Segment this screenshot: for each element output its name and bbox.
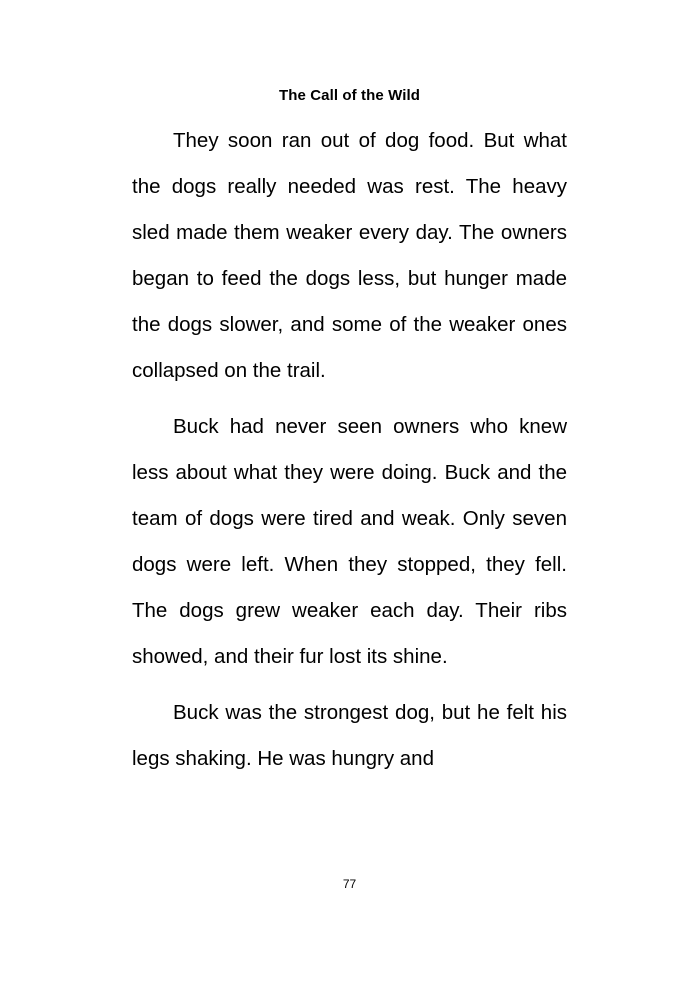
paragraph: Buck had never seen owners who knew less about what they were doing. Buck and the team of dogs were tired and weak. Only seven dogs were left. When they stopped, they fell. The dogs grew weaker each day. Their ribs showed, and their fur lost its shine. [132,415,567,668]
paragraph: Buck was the strongest dog, but he felt his legs shaking. He was hungry and [132,701,567,770]
paragraph: They soon ran out of dog food. But what the dogs really needed was rest. The heavy sled made them weaker every day. The owners began to feed the dogs less, but hunger made the dogs slower, and some of the weaker ones collapsed on the trail. [132,129,567,382]
page-number: 77 [342,877,357,891]
body-text [132,118,567,782]
running-title: The Call of the Wild [278,87,421,104]
